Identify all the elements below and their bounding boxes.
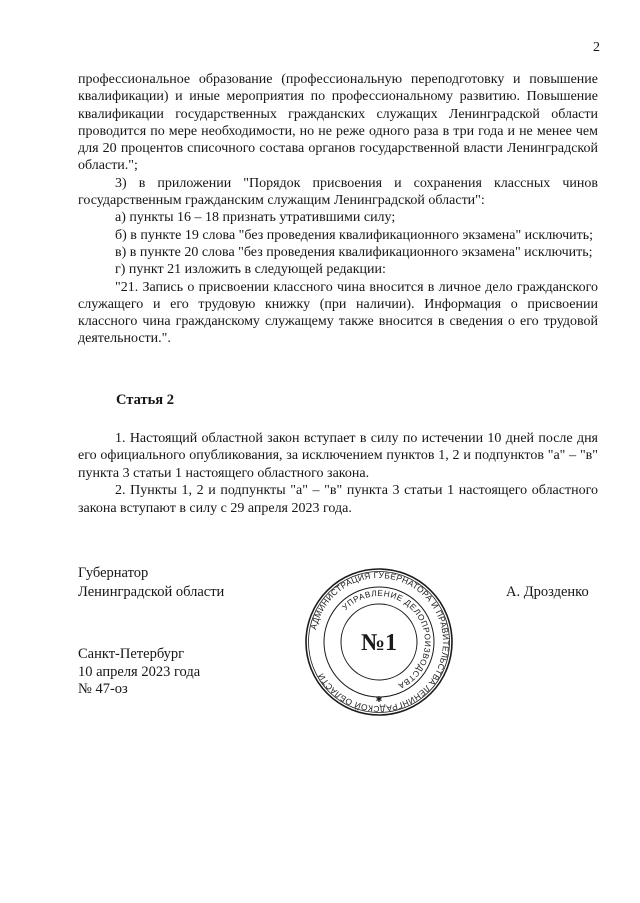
stamp-outer-text: АДМИНИСТРАЦИЯ ГУБЕРНАТОРА И ПРАВИТЕЛЬСТВА ЛЕНИНГРАДСКОЙ ОБЛАСТИ — [308, 569, 452, 715]
stamp-star-icon: ✱ — [375, 695, 383, 704]
body-text — [78, 71, 598, 348]
paragraph-item-b: б) в пункте 19 слова "без проведения квалификационного экзамена" исключить; — [115, 227, 594, 243]
law-number: № 47-оз — [78, 681, 128, 697]
place-date-number — [78, 646, 200, 699]
paragraph-item-a: а) пункты 16 – 18 признать утратившими силу; — [115, 210, 396, 226]
paragraph-item-3: 3) в приложении "Порядок присвоения и сохранения классных чинов государственным гражданским служащим Ленинградской области": — [78, 175, 598, 209]
signature-title-line-2: Ленинградской области — [78, 584, 225, 600]
article-paragraph-2: 2. Пункты 1, 2 и подпункты "а" – "в" пункта 3 статьи 1 настоящего областного закона вступают в силу с 29 апреля 2023 года. — [78, 483, 598, 516]
paragraph-continuation: профессиональное образование (профессиональную переподготовку и повышение квалификации) и иные мероприятия по профессиональному развитию. Повышение квалификации государственных гражданских служащих Ленинградской области проводится по мере необходимости, но не реже одного раза в три года и не менее чем для 20 процентов списочного состава органов государственной власти Ленинградской области."; — [78, 72, 598, 174]
paragraph-item-g: г) пункт 21 изложить в следующей редакции: — [115, 262, 386, 278]
article-heading: Статья 2 — [116, 392, 174, 408]
stamp-inner-text: УПРАВЛЕНИЕ ДЕЛОПРОИЗВОДСТВА — [340, 588, 433, 691]
signature-name: А. Дрозденко — [506, 584, 589, 600]
signature-title-line-1: Губернатор — [78, 565, 149, 581]
page-number: 2 — [593, 40, 600, 55]
article-paragraph-1: 1. Настоящий областной закон вступает в силу по истечении 10 дней после дня его официального опубликования, за исключением пунктов 1, 2 и подпунктов "а" – "в" пункта 3 статьи 1 настоящего областного закона. — [78, 431, 598, 481]
paragraph-point-21: "21. Запись о присвоении классного чина вносится в личное дело гражданского служащего и его трудовую книжку (при наличии). Информация о присвоении классного чина гражданскому служащему также вносится в сведения о его трудовой деятельности.". — [78, 279, 598, 347]
stamp-center-number: №1 — [360, 630, 398, 656]
article-text — [78, 430, 598, 517]
place: Санкт-Петербург — [78, 646, 185, 662]
official-stamp — [304, 567, 454, 717]
signature-title — [78, 564, 224, 602]
paragraph-item-v: в) в пункте 20 слова "без проведения квалификационного экзамена" исключить; — [115, 244, 593, 260]
date: 10 апреля 2023 года — [78, 663, 201, 680]
